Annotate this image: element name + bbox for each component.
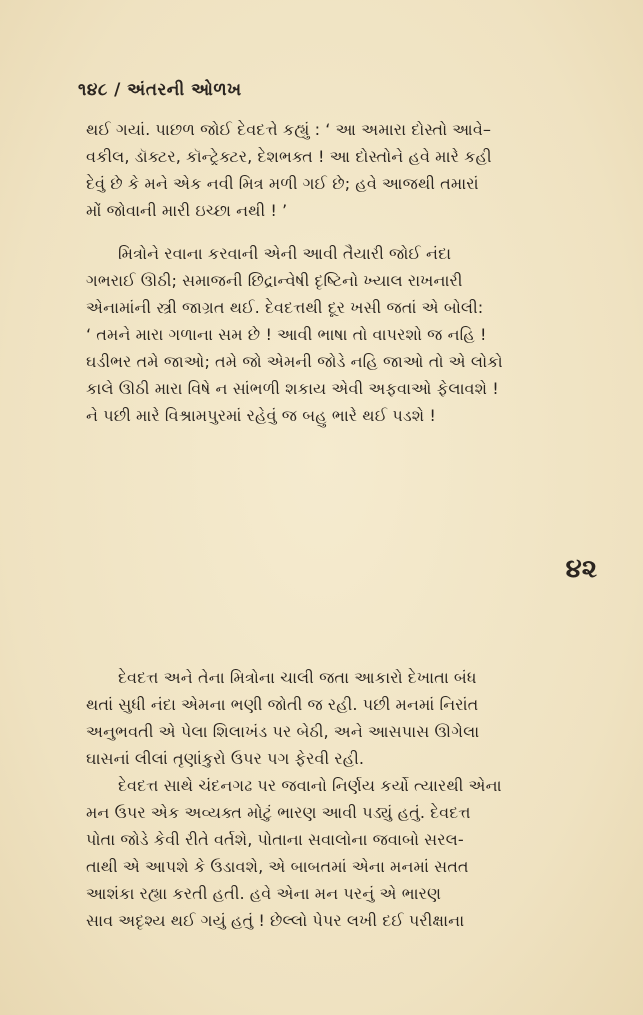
text-line: દેવદત્ત અને તેના મિત્રોના ચાલી જતા આકારો દેખાતા બંધ <box>118 668 477 687</box>
text-line: થઈ ગયાં. પાછળ જોઈ દેવદત્તે કહ્યું : ‘ આ અમારા દોસ્તો આવે– <box>86 120 492 139</box>
text-line: ઘડીભર તમે જાઓ; તમે જો એમની જોડે નહિ જાઓ તો એ લોકો <box>86 352 503 371</box>
text-line: ઘાસનાં લીલાં તૃણાંકુરો ઉપર પગ ફેરવી રહી. <box>86 749 365 768</box>
paragraph-2 <box>86 240 586 429</box>
text-line: આશંકા રહ્યા કરતી હતી. હવે એના મન પરનું એ ભારણ <box>86 884 442 903</box>
text-line: દેવદત્ત સાથે ચંદનગઢ પર જવાનો નિર્ણય કર્યો ત્યારથી એના <box>118 776 502 795</box>
text-line: સાવ અદૃશ્ય થઈ ગયું હતું ! છેલ્લો પેપર લખી દઈ પરીક્ષાના <box>86 911 465 930</box>
text-line: અનુભવતી એ પેલા શિલાખંડ પર બેઠી, અને આસપાસ ઊગેલા <box>86 722 480 741</box>
text-line: વકીલ, ડૉક્ટર, કૉન્ટ્રેક્ટર, દેશભક્ત ! આ દોસ્તોને હવે મારે કહી <box>86 147 492 166</box>
text-line: પોતા જોડે કેવી રીતે વર્તશે, પોતાના સવાલોના જવાબો સરલ- <box>86 830 464 849</box>
text-line: મિત્રોને રવાના કરવાની એની આવી તૈયારી જોઈ નંદા <box>118 244 452 263</box>
paragraph-1 <box>86 116 586 224</box>
paragraph-4 <box>86 772 586 934</box>
text-line: ‘ તમને મારા ગળાના સમ છે ! આવી ભાષા તો વાપરશો જ નહિ ! <box>86 325 487 344</box>
text-line: ગભરાઈ ઊઠી; સમાજની છિદ્રાન્વેષી દૃષ્ટિનો ખ્યાલ રાખનારી <box>86 271 463 290</box>
text-line: મોં જોવાની મારી ઇચ્છા નથી ! ’ <box>86 201 288 220</box>
running-header: ૧૪૮ / અંતરની ઓળખ <box>78 80 242 100</box>
text-line: મન ઉપર એક અવ્યક્ત મોટું ભારણ આવી પડ્યું હતું. દેવદત્ત <box>86 803 471 822</box>
text-line: કાલે ઊઠી મારા વિષે ન સાંભળી શકાય એવી અફવાઓ ફેલાવશે ! <box>86 379 499 398</box>
chapter-number: ૪૨ <box>565 554 597 584</box>
paragraph-3 <box>86 664 586 772</box>
text-line: દેવું છે કે મને એક નવી મિત્ર મળી ગઈ છે; હવે આજથી તમારાં <box>86 174 479 193</box>
text-line: ને પછી મારે વિશ્રામપુરમાં રહેવું જ બહુ ભારે થઈ પડશે ! <box>86 406 436 425</box>
text-line: થતાં સુધી નંદા એમના ભણી જોતી જ રહી. પછી મનમાં નિરાંત <box>86 695 479 714</box>
text-line: તાથી એ આપશે કે ઉડાવશે, એ બાબતમાં એના મનમાં સતત <box>86 857 469 876</box>
text-line: એનામાંની સ્ત્રી જાગ્રત થઈ. દેવદત્તથી દૂર ખસી જતાં એ બોલી: <box>86 298 484 317</box>
